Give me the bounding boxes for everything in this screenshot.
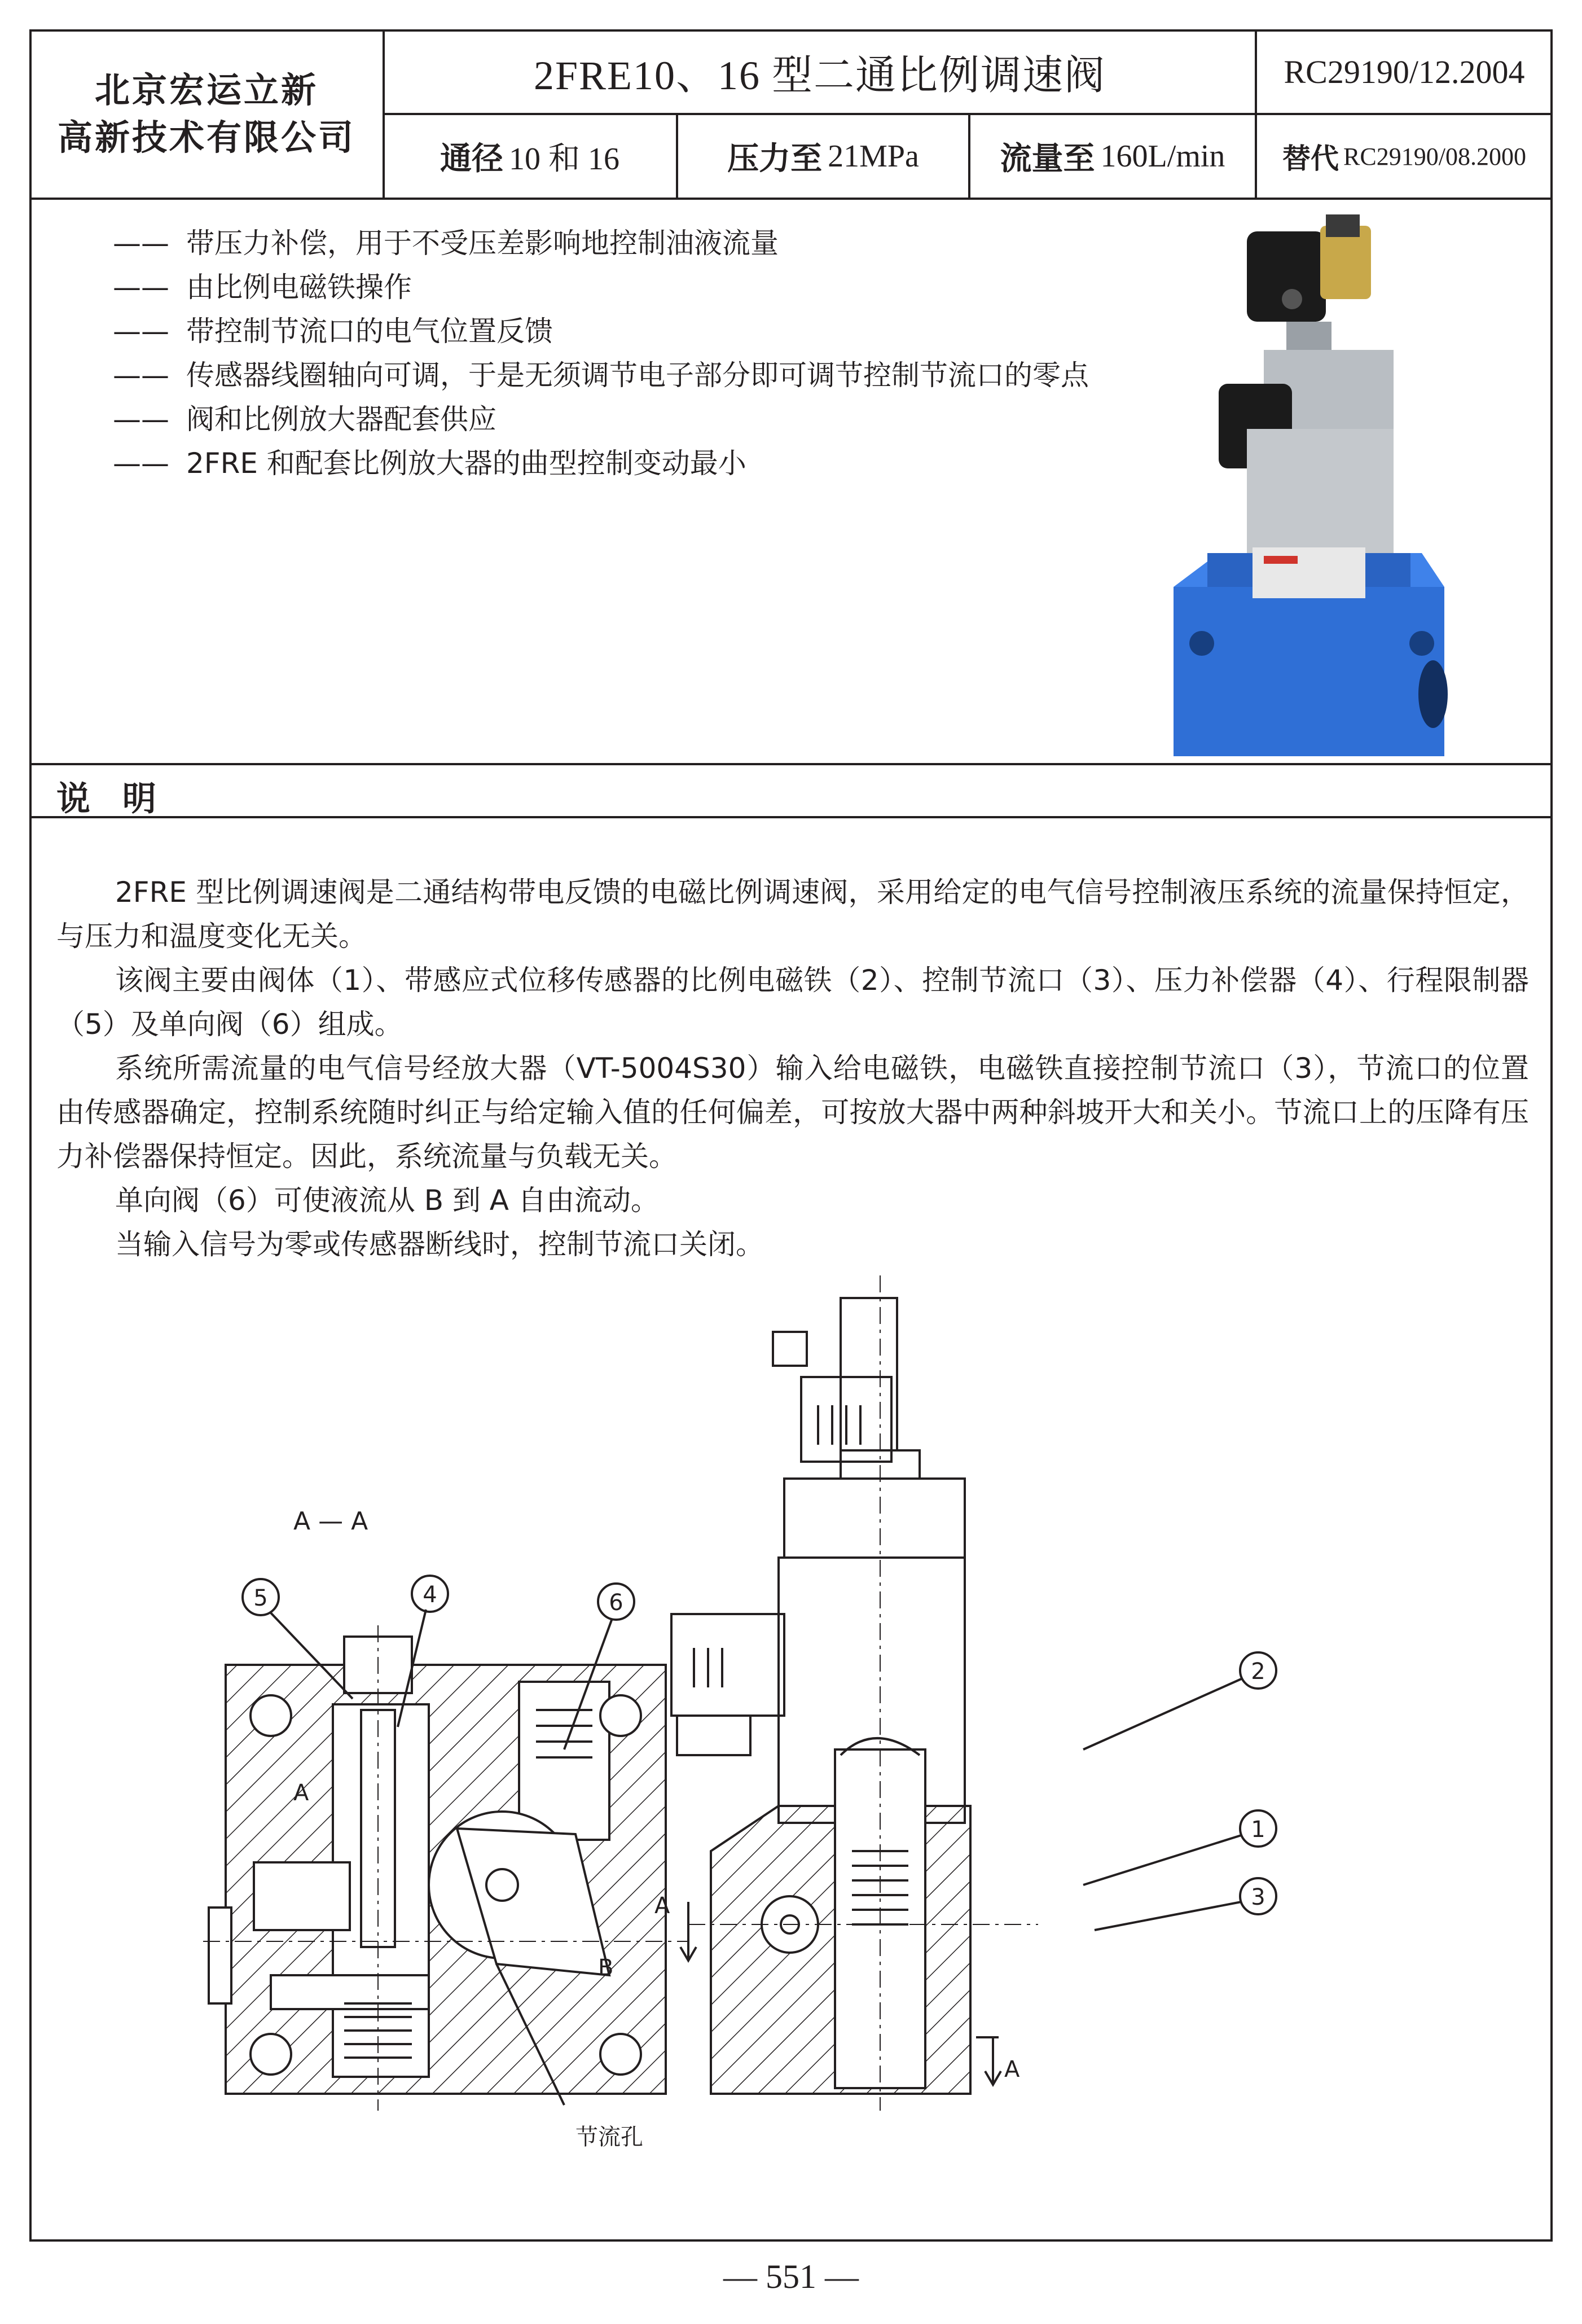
paragraph: 单向阀（6）可使液流从 B 到 A 自由流动。 — [115, 1184, 659, 1217]
feature-item: —— 阀和比例放大器配套供应 — [113, 403, 496, 436]
section-title: 说 明 — [56, 779, 166, 819]
description — [56, 870, 1529, 1266]
header-table — [29, 29, 1553, 199]
arrow-a-right: A — [1004, 2056, 1020, 2082]
callout-1: 1 — [1251, 1817, 1265, 1843]
feature-list — [113, 221, 1089, 485]
feature-item: —— 2FRE 和配套比例放大器的曲型控制变动最小 — [113, 447, 746, 480]
page-number: — 551 — — [723, 2258, 859, 2295]
callout-4: 4 — [423, 1582, 437, 1608]
paragraph: 当输入信号为零或传感器断线时，控制节流口关闭。 — [115, 1228, 764, 1261]
orifice-label: 节流孔 — [575, 2124, 643, 2150]
feature-item: —— 传感器线圈轴向可调，于是无须调节电子部分即可调节控制节流口的零点 — [113, 359, 1089, 392]
port-b-label: B — [598, 1955, 614, 1981]
arrow-a-left: A — [654, 1893, 670, 1919]
callout-2: 2 — [1251, 1659, 1265, 1685]
spec-pressure: 压力至 21MPa — [727, 139, 919, 177]
valve-photo — [1151, 214, 1467, 756]
doc-title: 2FRE10、16 型二通比例调速阀 — [533, 53, 1106, 98]
paragraph: 系统所需流量的电气信号经放大器（VT-5004S30）输入给电磁铁，电磁铁直接控制节流口（3），节流口的位置由传感器确定，控制系统随时纠正与给定输入值的任何偏差，可按放大器中两种斜坡开大和关小。节流口上的压降有压力补偿器保持恒定。因此，系统流量与负载无关。 — [56, 1052, 1529, 1173]
company-line-1: 北京宏运立新 — [94, 69, 318, 111]
replaces-code: 替代 RC29190/08.2000 — [1282, 142, 1526, 175]
callout-3: 3 — [1251, 1884, 1265, 1910]
section-top-rule — [29, 763, 1553, 765]
feature-item: —— 由比例电磁铁操作 — [113, 271, 412, 304]
feature-item: —— 带控制节流口的电气位置反馈 — [113, 315, 553, 348]
paragraph: 该阀主要由阀体（1）、带感应式位移传感器的比例电磁铁（2）、控制节流口（3）、压力补偿器（4）、行程限制器（5）及单向阀（6）组成。 — [56, 964, 1529, 1041]
port-a-label: A — [293, 1780, 309, 1806]
spec-diameter: 通径 10 和 16 — [440, 141, 619, 177]
paragraph: 2FRE 型比例调速阀是二通结构带电反馈的电磁比例调速阀，采用给定的电气信号控制液压系统的流量保持恒定，与压力和温度变化无关。 — [56, 876, 1529, 953]
company-name — [29, 29, 384, 199]
callout-5: 5 — [253, 1585, 268, 1611]
section-bottom-rule — [29, 816, 1553, 818]
company-line-2: 高新技术有限公司 — [57, 117, 355, 158]
section-label: A — A — [293, 1507, 368, 1536]
doc-code: RC29190/12.2004 — [1284, 53, 1525, 90]
callout-6: 6 — [609, 1590, 623, 1616]
section-drawing — [203, 1264, 1331, 2167]
feature-item: —— 带压力补偿，用于不受压差影响地控制油液流量 — [113, 227, 779, 260]
spec-flow: 流量至 160L/min — [1000, 139, 1225, 177]
